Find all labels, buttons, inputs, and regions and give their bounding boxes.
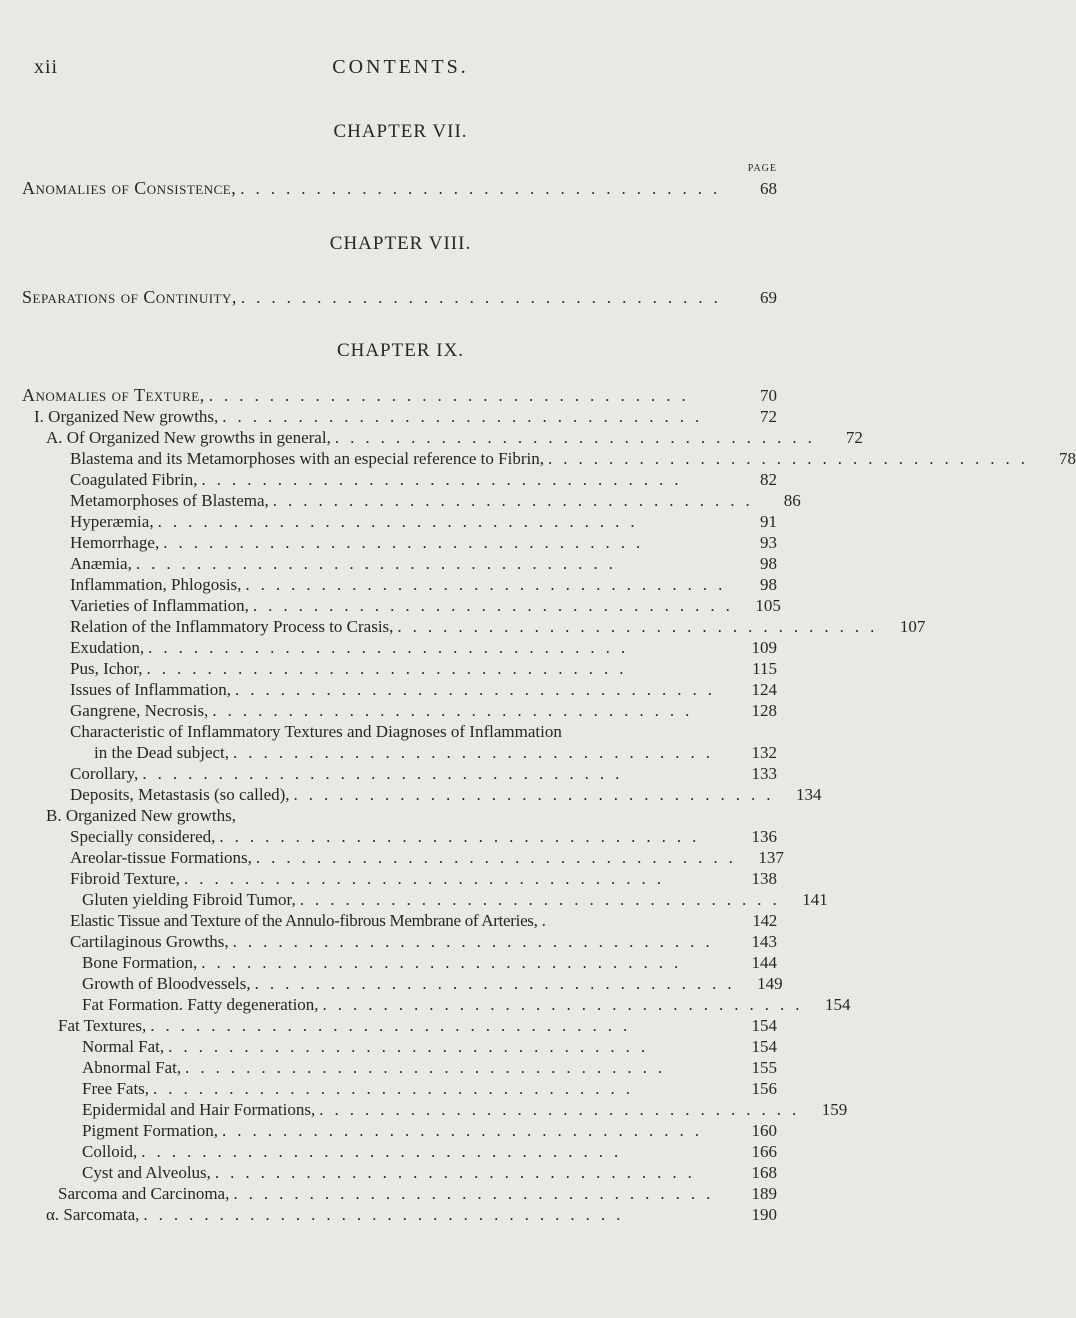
toc-entry: Gluten yielding Fibroid Tumor, ................................ 141 — [82, 890, 828, 909]
toc-entry: Cartilaginous Growths, ................................ 143 — [70, 932, 777, 951]
toc-entry: Fat Formation. Fatty degeneration, ................................ 154 — [82, 995, 851, 1014]
toc-entry: Gangrene, Necrosis, ................................ 128 — [70, 701, 777, 720]
toc-entry: Anæmia, ................................ 98 — [70, 554, 777, 573]
toc-entry: Pus, Ichor, ................................ 115 — [70, 659, 777, 678]
toc-entry: Blastema and its Metamorphoses with an especial reference to Fibrin, ................................ 78 — [70, 449, 1076, 468]
toc-entry: Elastic Tissue and Texture of the Annulo-fibrous Membrane of Arteries, . 142 — [70, 911, 777, 930]
toc-entry: Characteristic of Inflammatory Textures and Diagnoses of Inflammation — [70, 722, 562, 741]
toc-entry: Bone Formation, ................................ 144 — [82, 953, 777, 972]
toc-entry: B. Organized New growths, — [46, 806, 236, 825]
toc-entry: Issues of Inflammation, ................................ 124 — [70, 680, 777, 699]
toc-entry: Fat Textures, ................................ 154 — [58, 1016, 777, 1035]
toc-entry: Hyperæmia, ................................ 91 — [70, 512, 777, 531]
toc-entry: Pigment Formation, ................................ 160 — [82, 1121, 777, 1140]
toc-entry: α. Sarcomata, ................................ 190 — [46, 1205, 777, 1224]
toc-entry: Growth of Bloodvessels, ................................ 149 — [82, 974, 783, 993]
toc-entry: in the Dead subject, ................................ 132 — [94, 743, 777, 762]
toc-entry: Abnormal Fat, ................................ 155 — [82, 1058, 777, 1077]
toc-entry: Deposits, Metastasis (so called), ................................ 134 — [70, 785, 822, 804]
page-number: xii — [34, 56, 59, 78]
toc-entry: Inflammation, Phlogosis, ................................ 98 — [70, 575, 777, 594]
toc-entry: Fibroid Texture, ................................ 138 — [70, 869, 777, 888]
toc-entry: A. Of Organized New growths in general, ................................ 72 — [46, 428, 863, 447]
toc-entry: Epidermidal and Hair Formations, ................................ 159 — [82, 1100, 848, 1119]
toc-entry: Metamorphoses of Blastema, ................................ 86 — [70, 491, 801, 510]
chapter-heading: CHAPTER VII. — [333, 121, 468, 142]
toc-entry: I. Organized New growths, ................................ 72 — [34, 407, 777, 426]
chapter-heading: CHAPTER IX. — [336, 340, 465, 361]
toc-entry: Exudation, ................................ 109 — [70, 638, 777, 657]
toc-entry: Sarcoma and Carcinoma, ................................ 189 — [58, 1184, 777, 1203]
toc-entry: Cyst and Alveolus, ................................ 168 — [82, 1163, 777, 1182]
toc-entry: Coagulated Fibrin, ................................ 82 — [70, 470, 777, 489]
toc-entry: Areolar-tissue Formations, ................................ 137 — [70, 848, 784, 867]
toc-entry: Corollary, ................................ 133 — [70, 764, 777, 783]
toc-entry: Normal Fat, ................................ 154 — [82, 1037, 777, 1056]
page-column-label: PAGE — [747, 163, 777, 174]
toc-entry: Anomalies of Consistence, ................................ 68 — [22, 178, 777, 198]
toc-entry: Colloid, ................................ 166 — [82, 1142, 777, 1161]
toc-entry: Varieties of Inflammation, ................................ 105 — [70, 596, 781, 615]
running-title: CONTENTS. — [332, 56, 469, 78]
toc-entry: Separations of Continuity, ................................ 69 — [22, 287, 777, 307]
toc-entry: Relation of the Inflammatory Process to Crasis, ................................ 107 — [70, 617, 926, 636]
toc-entry: Hemorrhage, ................................ 93 — [70, 533, 777, 552]
toc-entry: Anomalies of Texture, ................................ 70 — [22, 385, 777, 405]
chapter-heading: CHAPTER VIII. — [329, 233, 472, 254]
toc-entry: Free Fats, ................................ 156 — [82, 1079, 777, 1098]
toc-entry: Specially considered, ................................ 136 — [70, 827, 777, 846]
